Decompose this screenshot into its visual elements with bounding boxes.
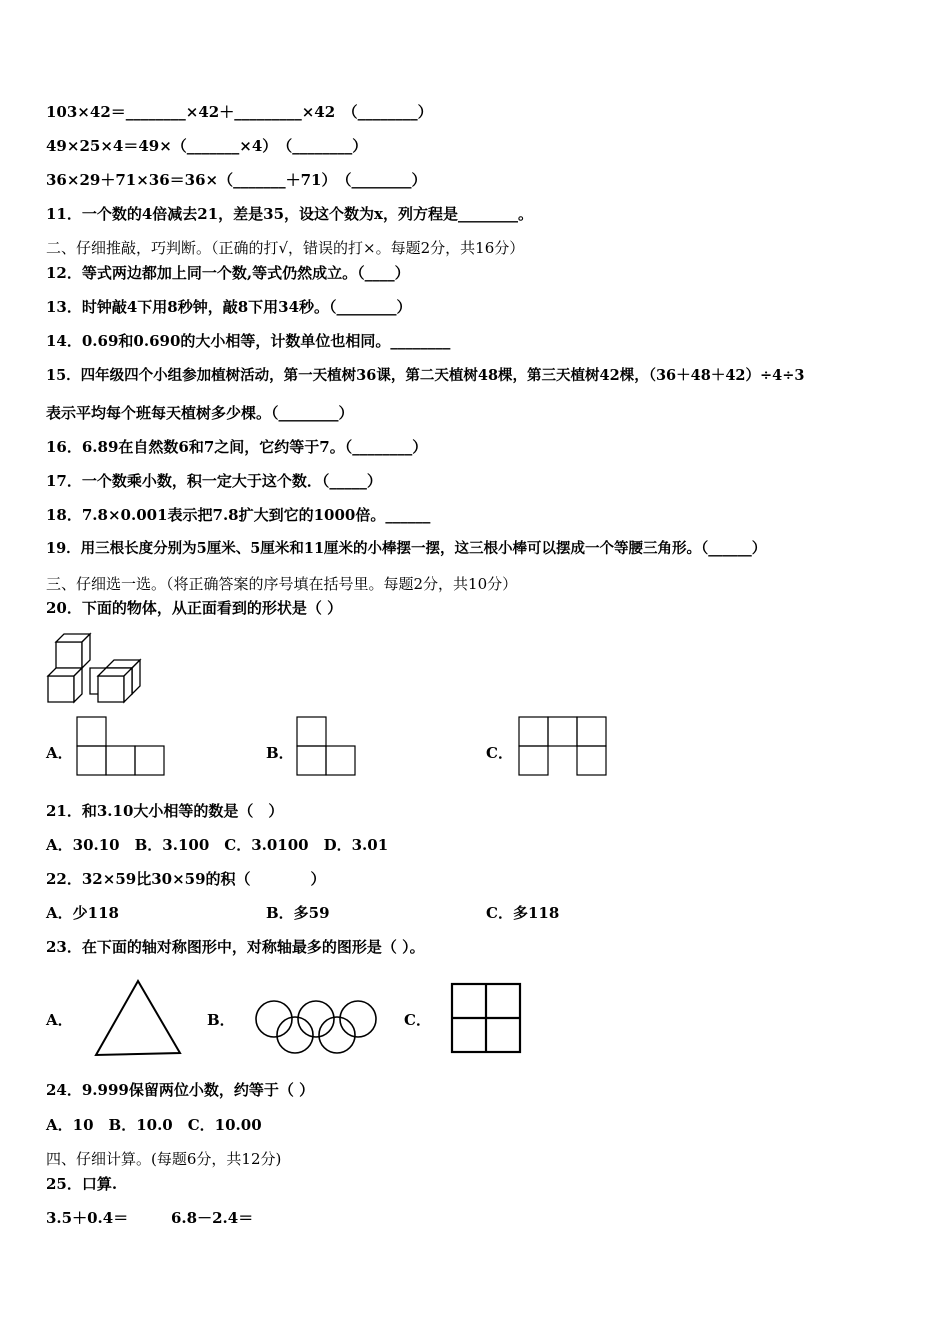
section-3-heading: 三、仔细选一选。（将正确答案的序号填在括号里。每题2分，共10分） xyxy=(46,575,518,593)
q22-option-c: C．多118 xyxy=(486,904,560,922)
cube-stack-figure xyxy=(44,630,148,706)
question-19: 19．用三根长度分别为5厘米、5厘米和11厘米的小棒摆一摆，这三根小棒可以摆成一个等腰三角形。（______） xyxy=(46,540,767,557)
question-17: 17．一个数乘小数，积一定大于这个数．（_____） xyxy=(46,472,382,490)
question-11: 11．一个数的4倍减去21，差是35，设这个数为x，列方程是________。 xyxy=(46,205,534,223)
question-12: 12．等式两边都加上同一个数,等式仍然成立。（____） xyxy=(46,264,410,282)
question-14: 14．0.69和0.690的大小相等，计数单位也相同。________ xyxy=(46,332,451,350)
question-15-line-1: 15．四年级四个小组参加植树活动，第一天植树36课，第二天植树48棵，第三天植树42棵，（36＋48＋42）÷4÷3 xyxy=(46,367,805,384)
question-16: 16．6.89在自然数6和7之间，它约等于7。（________） xyxy=(46,438,428,456)
expr-line-1: 103×42＝________×42＋_________×42 （________） xyxy=(46,103,433,121)
expr-line-3: 36×29＋71×36＝36×（_______＋71） （________） xyxy=(46,171,427,189)
q20-option-a-shape xyxy=(76,716,166,778)
q20-option-b-label: B． xyxy=(266,744,294,762)
q22-option-b: B．多59 xyxy=(266,904,330,922)
section-4-heading: 四、仔细计算。(每题6分，共12分) xyxy=(46,1150,282,1168)
calc-item-1: 3.5＋0.4＝ xyxy=(46,1209,129,1227)
q20-option-a-label: A． xyxy=(46,744,73,762)
question-21-options: A．30.10 B．3.100 C．3.0100 D．3.01 xyxy=(46,836,389,854)
q23-option-c-label: C． xyxy=(404,1011,431,1029)
question-15-line-2: 表示平均每个班每天植树多少棵。（________） xyxy=(46,404,354,422)
question-18: 18．7.8×0.001表示把7.8扩大到它的1000倍。______ xyxy=(46,506,431,524)
question-23: 23．在下面的轴对称图形中，对称轴最多的图形是（ ）。 xyxy=(46,938,425,956)
q23-square-grid-figure xyxy=(449,981,525,1057)
question-21: 21．和3.10大小相等的数是（ ） xyxy=(46,802,284,820)
question-22: 22．32×59比30×59的积（ ） xyxy=(46,870,326,888)
question-13: 13．时钟敲4下用8秒钟，敲8下用34秒。（________） xyxy=(46,298,412,316)
calc-item-2: 6.8－2.4＝ xyxy=(171,1209,254,1227)
question-25: 25．口算. xyxy=(46,1175,118,1193)
q23-triangle-figure xyxy=(92,977,184,1059)
q20-option-c-shape xyxy=(518,716,608,778)
question-24: 24．9.999保留两位小数，约等于（ ） xyxy=(46,1081,315,1099)
q22-option-a: A．少118 xyxy=(46,904,119,922)
q23-option-b-label: B． xyxy=(207,1011,235,1029)
question-20: 20．下面的物体，从正面看到的形状是（ ） xyxy=(46,599,343,617)
q23-olympic-rings-figure xyxy=(252,998,380,1056)
q20-option-b-shape xyxy=(296,716,358,778)
q20-option-c-label: C． xyxy=(486,744,513,762)
expr-line-2: 49×25×4＝49×（_______×4） （________） xyxy=(46,137,368,155)
section-2-heading: 二、仔细推敲，巧判断。（正确的打√，错误的打×。每题2分，共16分） xyxy=(46,239,525,257)
question-24-options: A．10 B．10.0 C．10.00 xyxy=(46,1116,262,1134)
q23-option-a-label: A． xyxy=(46,1011,73,1029)
